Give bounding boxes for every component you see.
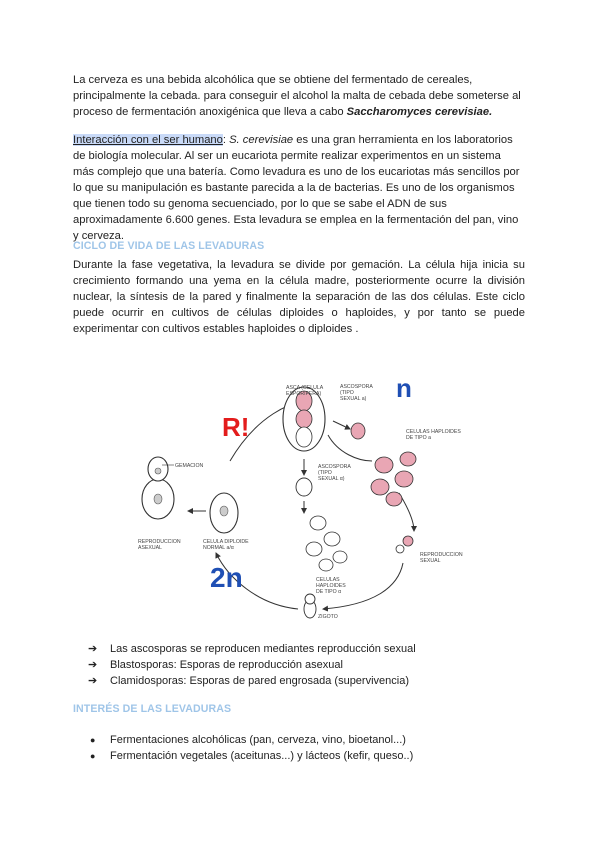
haploid-a-cell — [400, 452, 416, 466]
heading-yeast-interest: INTERÉS DE LAS LEVADURAS — [73, 703, 232, 715]
mark-r: R! — [222, 412, 250, 442]
spore-list — [88, 641, 518, 689]
label-asco-a-2: (TIPO — [340, 390, 354, 396]
label-asca-2: ESPORIFERA) — [286, 391, 322, 397]
label-gem: GEMACION — [175, 463, 204, 469]
bullet-icon: ● — [90, 735, 96, 745]
haploid-alpha-cell — [306, 542, 322, 556]
arrow-icon: ➔ — [88, 659, 98, 671]
haploid-alpha-cell — [319, 559, 333, 571]
haploid-alpha-cell — [324, 532, 340, 546]
arrow-icon: ➔ — [88, 643, 98, 655]
interest-list — [88, 732, 518, 764]
life-cycle-paragraph: Durante la fase vegetativa, la levadura se divide por gemación. La célula hija inicia su crecimiento formando una yema en la célula madre, posteriormente ocurre la división nuclear, la síntesis de la pared y finalmente la separación de las dos células. Este ciclo puede ocurrir en cultivos de células diploides o haploides, y por tanto se puede experimentar con cultivos estables haploides o diploides . — [73, 259, 525, 335]
label-diploide-1: CELULA DIPLOIDE — [203, 539, 249, 545]
asca-right-arrow — [333, 421, 350, 429]
label-hapl-b-1: CELULAS — [316, 577, 340, 583]
diploid-nucleus — [220, 506, 228, 516]
list-item-text: Clamidosporas: Esporas de pared engrosada (supervivencia) — [110, 675, 409, 687]
label-asco-b-3: SEXUAL α) — [318, 476, 345, 482]
label-repro-asex-1: REPRODUCCION — [138, 539, 181, 545]
mother-nucleus — [154, 494, 162, 504]
interaction-text: es una gran herramienta en los laboratorios de biología molecular. Al ser un eucariota permite realizar experimentos en un sistema más complejo que una batería. Como levadura es uno de los eucariotas más sencillos por lo que su manipulación es bastante parecida a la de bacterias. Es uno de los organismos que tienen todo su genoma secuenciado, por lo que se sabe el ADN de sus aproximadamente 6.600 genes. Esta levadura se emplea en la fermentación del pan, vino y cerveza. — [73, 134, 520, 242]
arrow-icon: ➔ — [88, 675, 98, 687]
label-hapl-b-2: HAPLOIDES — [316, 583, 346, 589]
ascospora-a — [351, 423, 365, 439]
life-cycle-diagram — [118, 373, 484, 639]
mating-cell-alpha — [396, 545, 404, 553]
label-hapl-b-3: DE TIPO α — [316, 589, 342, 595]
interaction-paragraph — [73, 132, 523, 244]
label-repro-asex-2: ASEXUAL — [138, 545, 162, 551]
label-asco-b-2: (TIPO — [318, 470, 332, 476]
zygote-cell — [305, 594, 315, 604]
bud-nucleus — [155, 468, 161, 474]
label-repro-sex-1: REPRODUCCION — [420, 552, 463, 558]
label-zigoto: ZIGOTO — [318, 614, 338, 620]
intro-paragraph — [73, 72, 523, 120]
heading-life-cycle: CICLO DE VIDA DE LAS LEVADURAS — [73, 240, 265, 252]
list-item-text: Blastosporas: Esporas de reproducción asexual — [110, 659, 343, 671]
label-hapl-a-2: DE TIPO a — [406, 435, 431, 441]
asca-spore — [296, 427, 312, 447]
haploid-a-cell — [386, 492, 402, 506]
list-item — [88, 673, 518, 689]
interaction-label: Interacción con el ser humano — [73, 134, 223, 146]
list-item — [88, 748, 518, 764]
asca-spore — [296, 410, 312, 428]
interaction-species: S. cerevisiae — [229, 134, 294, 146]
list-item — [88, 732, 518, 748]
label-diploide-2: NORMAL a/α — [203, 545, 234, 551]
mating-cell-a — [403, 536, 413, 546]
label-repro-sex-2: SEXUAL — [420, 558, 441, 564]
haploid-a-cell — [395, 471, 413, 487]
species-name: Saccharomyces cerevisiae. — [346, 106, 493, 118]
list-item-text: Fermentación vegetales (aceitunas...) y lácteos (kefir, queso..) — [110, 750, 414, 762]
label-asco-a-3: SEXUAL a) — [340, 396, 367, 402]
list-item-text: Fermentaciones alcohólicas (pan, cerveza, vino, bioetanol...) — [110, 734, 406, 746]
interaction-colon: : — [222, 134, 230, 146]
label-asco-a-1: ASCOSPORA — [340, 384, 373, 390]
bullet-icon: ● — [90, 751, 96, 761]
cycle-arrow-asca — [328, 435, 372, 461]
haploid-alpha-cell — [333, 551, 347, 563]
label-hapl-a-1: CELULAS HAPLOIDES — [406, 429, 461, 435]
haploid-alpha-cell — [310, 516, 326, 530]
haploid-a-cell — [371, 479, 389, 495]
label-asca-1: ASCA (CELULA — [286, 385, 324, 391]
intro-text: La cerveza es una bebida alcohólica que se obtiene del fermentado de cereales, principalmente la cebada. para conseguir el alcohol la malta de cebada debe someterse al proceso de fermentación anoxigénica que lleva a cabo — [73, 74, 521, 118]
list-item — [88, 641, 518, 657]
list-item — [88, 657, 518, 673]
mark-2n: 2n — [210, 562, 243, 593]
ascospora-alpha — [296, 478, 312, 496]
mark-n: n — [396, 373, 412, 403]
haploid-a-cell — [375, 457, 393, 473]
label-asco-b-1: ASCOSPORA — [318, 464, 351, 470]
list-item-text: Las ascosporas se reproducen mediantes reproducción sexual — [110, 643, 416, 655]
